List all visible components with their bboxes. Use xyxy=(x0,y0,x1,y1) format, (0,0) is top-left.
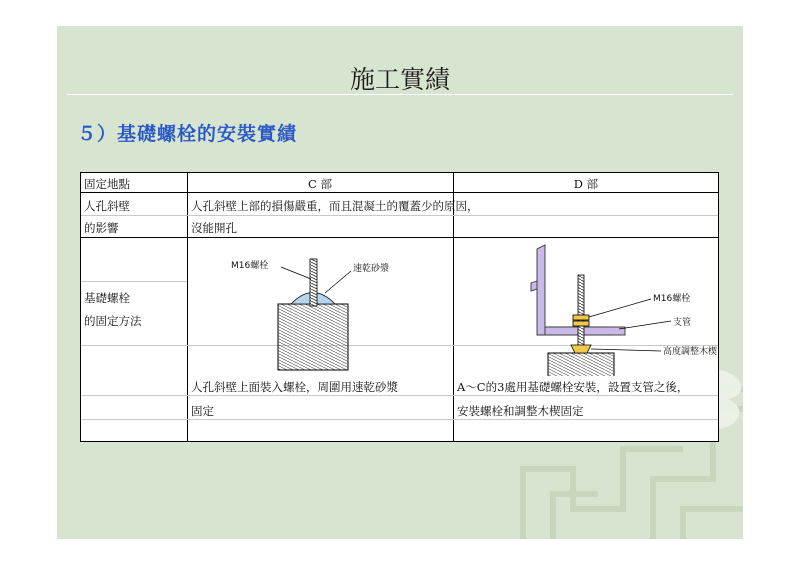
section-heading: ５）基礎螺栓的安裝實績 xyxy=(77,123,298,145)
nut-lower xyxy=(573,321,589,326)
row1-text-line1: 人孔斜壁上部的損傷嚴重，而且混凝土的覆蓋少的原因， xyxy=(191,199,479,213)
leader-line xyxy=(325,271,351,293)
row-guide xyxy=(81,281,187,282)
leader-line xyxy=(591,349,661,351)
c-bolt-label: M16螺栓 xyxy=(231,261,269,271)
leader-line xyxy=(589,299,651,317)
c-method-line2: 固定 xyxy=(191,404,214,418)
bracket-arm xyxy=(545,327,625,335)
concrete-block xyxy=(278,304,348,370)
d-method-line1: A～C的3處用基礎螺栓安裝，設置支管之後， xyxy=(457,380,689,394)
slide xyxy=(57,26,743,539)
header-location: 固定地點 xyxy=(84,177,130,191)
column-divider xyxy=(187,173,188,441)
d-bolt-label: M16螺栓 xyxy=(653,294,691,304)
row-guide xyxy=(81,395,718,396)
page-title: 施工實績 xyxy=(349,65,450,94)
title-divider xyxy=(67,94,733,95)
row-guide xyxy=(81,419,718,420)
installation-table xyxy=(80,172,719,442)
row1-label-line2: 的影響 xyxy=(84,221,119,235)
leader-line xyxy=(281,267,311,279)
c-method-line1: 人孔斜壁上面裝入螺栓，周圍用速乾砂漿 xyxy=(191,380,398,394)
concrete-block xyxy=(548,353,614,376)
row-guide xyxy=(81,215,718,216)
bracket xyxy=(531,245,609,335)
row1-text-line2: 沒能開孔 xyxy=(191,221,237,235)
header-divider xyxy=(81,192,718,193)
bolt xyxy=(310,259,317,306)
c-mortar-label: 速乾砂漿 xyxy=(353,264,390,274)
row2-label-line1: 基礎螺栓 xyxy=(84,291,130,305)
height-adjust-wedge xyxy=(571,345,591,353)
nut-upper xyxy=(573,315,589,320)
c-bolt-diagram xyxy=(221,241,421,376)
row2-label-line2: 的固定方法 xyxy=(84,314,142,328)
row1-label-line1: 人孔斜壁 xyxy=(84,199,130,213)
header-d-section: D 部 xyxy=(573,177,599,191)
d-method-line2: 安裝螺栓和調整木楔固定 xyxy=(457,404,584,418)
bolt xyxy=(578,275,584,353)
header-c-section: C 部 xyxy=(308,177,332,191)
row-divider xyxy=(81,237,718,238)
d-bracket-label: 支管 xyxy=(673,318,692,328)
d-bolt-diagram xyxy=(521,241,719,376)
d-wedge-label: 高度調整木楔 xyxy=(663,347,718,357)
leader-line xyxy=(619,321,671,329)
